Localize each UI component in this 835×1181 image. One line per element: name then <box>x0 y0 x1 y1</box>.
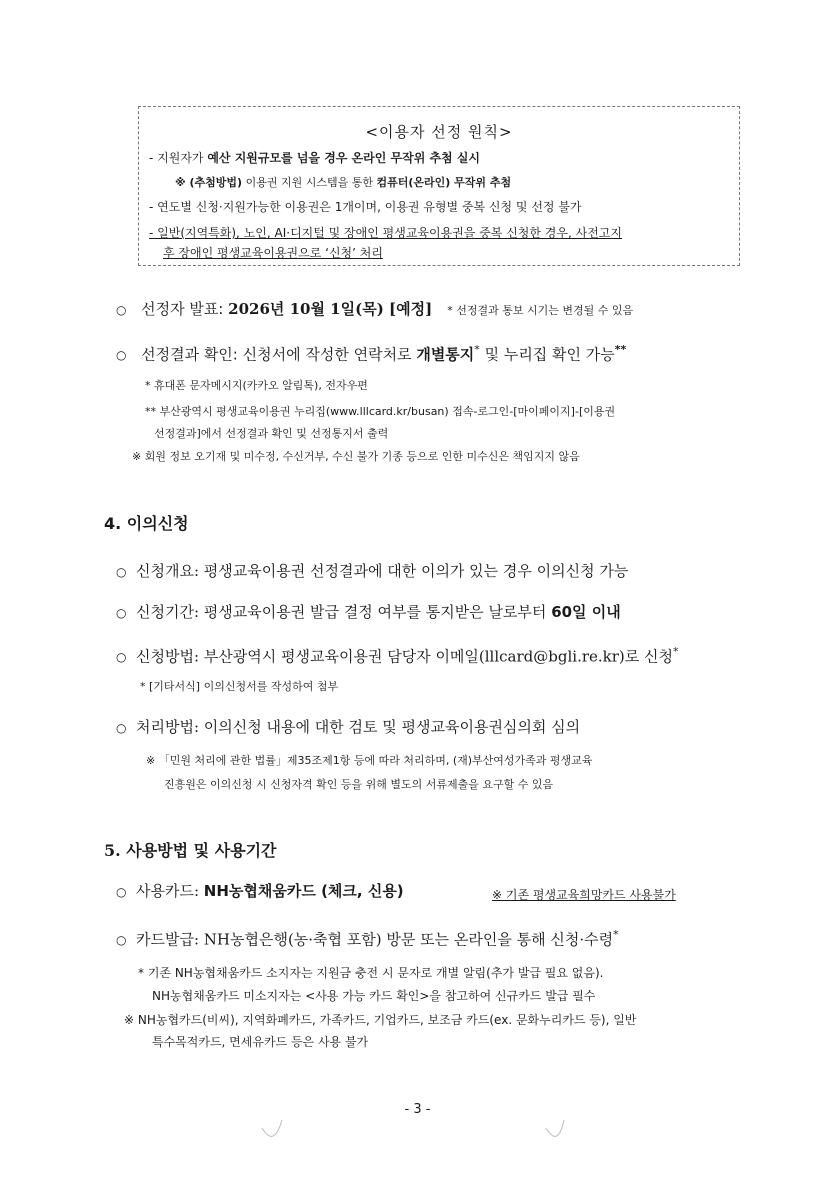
principle-line-2: ※ (추첨방법) 이용권 지원 시스템을 통한 컴퓨터(온라인) 무작위 추첨 <box>175 176 512 189</box>
card-issue: ○ 카드발급: NH농협은행(농·축협 포함) 방문 또는 온라인을 통해 신청·수령* <box>116 928 619 949</box>
announcement-line: ○ 선정자 발표: 2026년 10월 1일(목) [예정] * 선정결과 통보 시기는 변경될 수 있음 <box>116 300 634 318</box>
result-note-2b: 선정결과]에서 선정결과 확인 및 선정통지서 출력 <box>154 427 389 440</box>
card-issue-note-1: * 기존 NH농협채움카드 소지자는 지원금 충전 시 문자로 개별 알림(추가 발급 필요 없음). <box>138 966 604 980</box>
usage-card: ○ 사용카드: NH농협채움카드 (체크, 신용) <box>116 882 404 900</box>
result-note-1: * 휴대폰 문자메시지(카카오 알림톡), 전자우편 <box>145 379 368 392</box>
objection-period: ○ 신청기간: 평생교육이용권 발급 결정 여부를 통지받은 날로부터 60일 이내 <box>116 603 621 621</box>
card-issue-note-4: 특수목적카드, 면세유카드 등은 사용 불가 <box>152 1035 369 1049</box>
result-note-3: ※ 회원 정보 오기재 및 미수정, 수신거부, 수신 불가 기종 등으로 인한 미수신은 책임지지 않음 <box>132 450 580 463</box>
principle-line-4b: 후 장애인 평생교육이용권으로 ‘신청’ 처리 <box>163 246 383 260</box>
card-issue-note-3: ※ NH농협카드(비씨), 지역화폐카드, 가족카드, 기업카드, 보조금 카드(ex. 문화누리카드 등), 일반 <box>124 1013 637 1027</box>
section-5-heading: 5. 사용방법 및 사용기간 <box>104 841 277 860</box>
result-check-line: ○ 선정결과 확인: 신청서에 작성한 연락처로 개별통지* 및 누리집 확인 가능** <box>116 343 627 364</box>
objection-method-note: * [기타서식] 이의신청서를 작성하여 첨부 <box>140 680 339 693</box>
objection-process: ○ 처리방법: 이의신청 내용에 대한 검토 및 평생교육이용권심의회 심의 <box>116 718 581 736</box>
card-issue-note-2: NH농협채움카드 미소지자는 <사용 가능 카드 확인>을 참고하여 신규카드 발급 필수 <box>152 989 596 1003</box>
box-title: <이용자 선정 원칙> <box>365 123 513 141</box>
objection-method: ○ 신청방법: 부산광역시 평생교육이용권 담당자 이메일(lllcard@bgli.re.kr)로 신청* <box>116 645 679 666</box>
principle-line-1: - 지원자가 예산 지원규모를 넘을 경우 온라인 무작위 추첨 실시 <box>149 151 481 165</box>
page-number: - 3 - <box>404 1102 431 1117</box>
objection-process-note-2: 진흥원은 이의신청 시 신청자격 확인 등을 위해 별도의 서류제출을 요구할 수 있음 <box>164 778 554 791</box>
result-note-2a: ** 부산광역시 평생교육이용권 누리집(www.lllcard.kr/busan) 접속-로그인-[마이페이지]-[이용권 <box>145 405 616 418</box>
usage-card-note: ※ 기존 평생교육희망카드 사용불가 <box>492 888 676 902</box>
objection-overview: ○ 신청개요: 평생교육이용권 선정결과에 대한 이의가 있는 경우 이의신청 가능 <box>116 562 629 580</box>
principle-line-3: - 연도별 신청·지원가능한 이용권은 1개이며, 이용권 유형별 중복 신청 및 선정 불가 <box>149 200 582 214</box>
section-4-heading: 4. 이의신청 <box>104 514 189 533</box>
objection-process-note-1: ※ 「민원 처리에 관한 법률」제35조제1항 등에 따라 처리하며, (재)부산여성가족과 평생교육 <box>146 754 593 767</box>
principle-line-4a: - 일반(지역특화), 노인, AI·디지털 및 장애인 평생교육이용권을 중복 신청한 경우, 사전고지 <box>149 226 622 240</box>
